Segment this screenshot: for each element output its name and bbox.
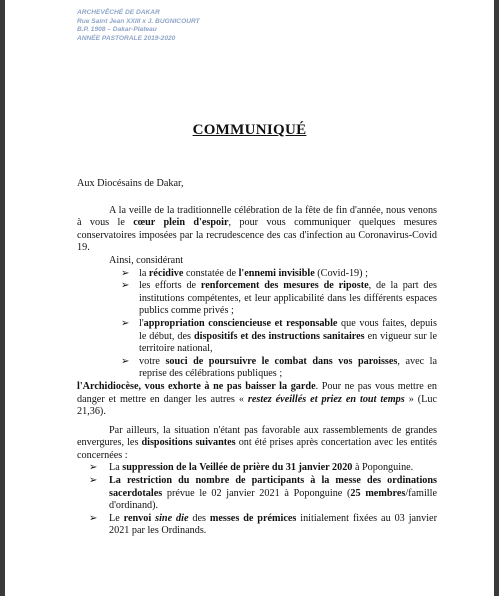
document-page	[5, 0, 494, 596]
paragraph: Ainsi, considérant	[109, 254, 184, 266]
arrow-right-icon: ➢	[121, 280, 130, 292]
list-item: ➢ La restriction du nombre de participants à la messe des ordinations sacerdotales prévue le 02 janvier 2021 à Poponguine (25 membres/famille d'ordinand).	[89, 475, 437, 512]
document-body	[77, 178, 437, 538]
arrow-right-icon: ➢	[121, 267, 130, 279]
paragraph: Par ailleurs, la situation n'étant pas favorable aux rassemblements de grandes envergures, les dispositions suivantes ont été prises après concertation avec les entités concernées :	[77, 424, 438, 461]
arrow-right-icon: ➢	[121, 317, 130, 329]
salutation: Aux Diocésains de Dakar,	[77, 178, 184, 189]
page-title: COMMUNIQUÉ	[192, 122, 307, 138]
arrow-right-icon: ➢	[89, 462, 98, 474]
letterhead-line: ANNÉE PASTORALE 2019-2020	[77, 34, 176, 42]
paragraph: l'Archidiocèse, vous exhorte à ne pas baisser la garde. Pour ne pas vous mettre en danger et mettre en danger les autres « restez éveillés et priez en tout temps » (Luc 21,36).	[77, 380, 437, 418]
list-item: ➢ la récidive constatée de l'ennemi invisible (Covid-19) ;	[121, 267, 368, 279]
list-item: ➢ votre souci de poursuivre le combat dans vos paroisses, avec la reprise des célébrations publiques ;	[121, 355, 437, 380]
letterhead	[77, 9, 200, 43]
list-item: ➢ Le renvoi sine die des messes de prémices initialement fixées au 03 janvier 2021 par les Ordinands.	[89, 512, 437, 537]
paragraph: A la veille de la traditionnelle célébration de la fête de fin d'année, nous venons à vous le cœur plein d'espoir, pour vous communiquer quelques mesures conservatoires imposées par la recrudescence des cas d'infection au Coronavirus-Covid 19.	[77, 204, 437, 254]
list-item: ➢ La suppression de la Veillée de prière du 31 janvier 2020 à Poponguine.	[89, 462, 414, 474]
letterhead-line: Rue Saint Jean XXIII x J. BUGNICOURT	[77, 17, 200, 25]
list-item: ➢ l'appropriation consciencieuse et responsable que vous faites, depuis le début, des dispositifs et des instructions sanitaires en vigueur sur le territoire national,	[121, 317, 437, 355]
list-item: ➢ les efforts de renforcement des mesures de riposte, de la part des institutions compétentes, et leur applicabilité dans les différents espaces publics comme privés ;	[121, 280, 437, 317]
arrow-right-icon: ➢	[121, 355, 130, 367]
arrow-right-icon: ➢	[89, 512, 98, 524]
arrow-right-icon: ➢	[89, 475, 98, 487]
letterhead-line: B.P. 1908 – Dakar-Plateau	[77, 26, 157, 34]
letterhead-line: ARCHEVÊCHÉ DE DAKAR	[77, 9, 160, 16]
